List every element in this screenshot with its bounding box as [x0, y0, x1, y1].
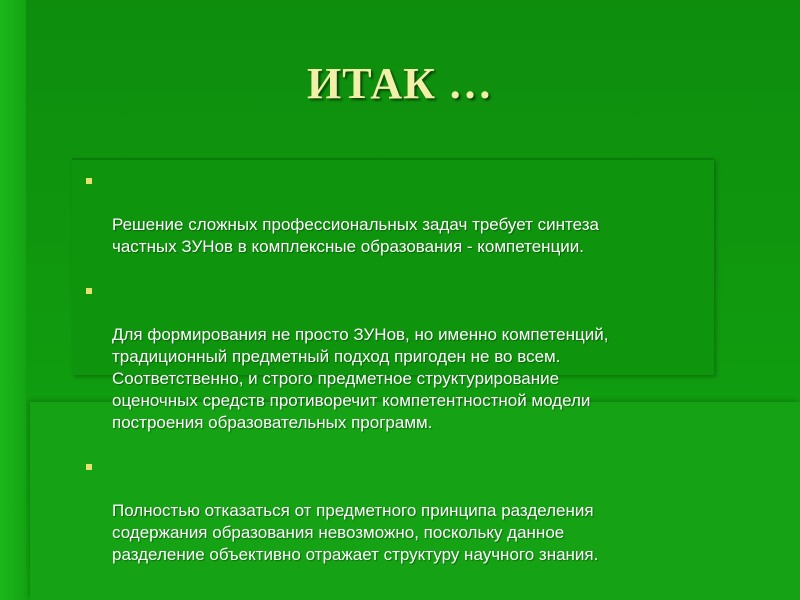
- bullet-text: Решение сложных профессиональных задач требует синтеза частных ЗУНов в комплексные образования - компетенции.: [112, 215, 599, 256]
- bullet-item: [86, 456, 776, 566]
- square-bullet-icon: [86, 288, 92, 294]
- bullet-item: [86, 170, 776, 258]
- bullet-list: [86, 170, 776, 588]
- bullet-text: Полностью отказаться от предметного принципа разделения содержания образования невозможно, поскольку данное разделение объективно отражает структуру научного знания.: [112, 501, 599, 564]
- slide-title: ИТАК …: [306, 59, 494, 108]
- bullet-text: Для формирования не просто ЗУНов, но именно компетенций, традиционный предметный подход пригоден не во всем. Соответственно, и строго предметное структурирование оценочных средств противоречит компетентностной модели построения образовательных программ.: [112, 325, 609, 432]
- bullet-item: [86, 280, 776, 434]
- square-bullet-icon: [86, 178, 92, 184]
- square-bullet-icon: [86, 464, 92, 470]
